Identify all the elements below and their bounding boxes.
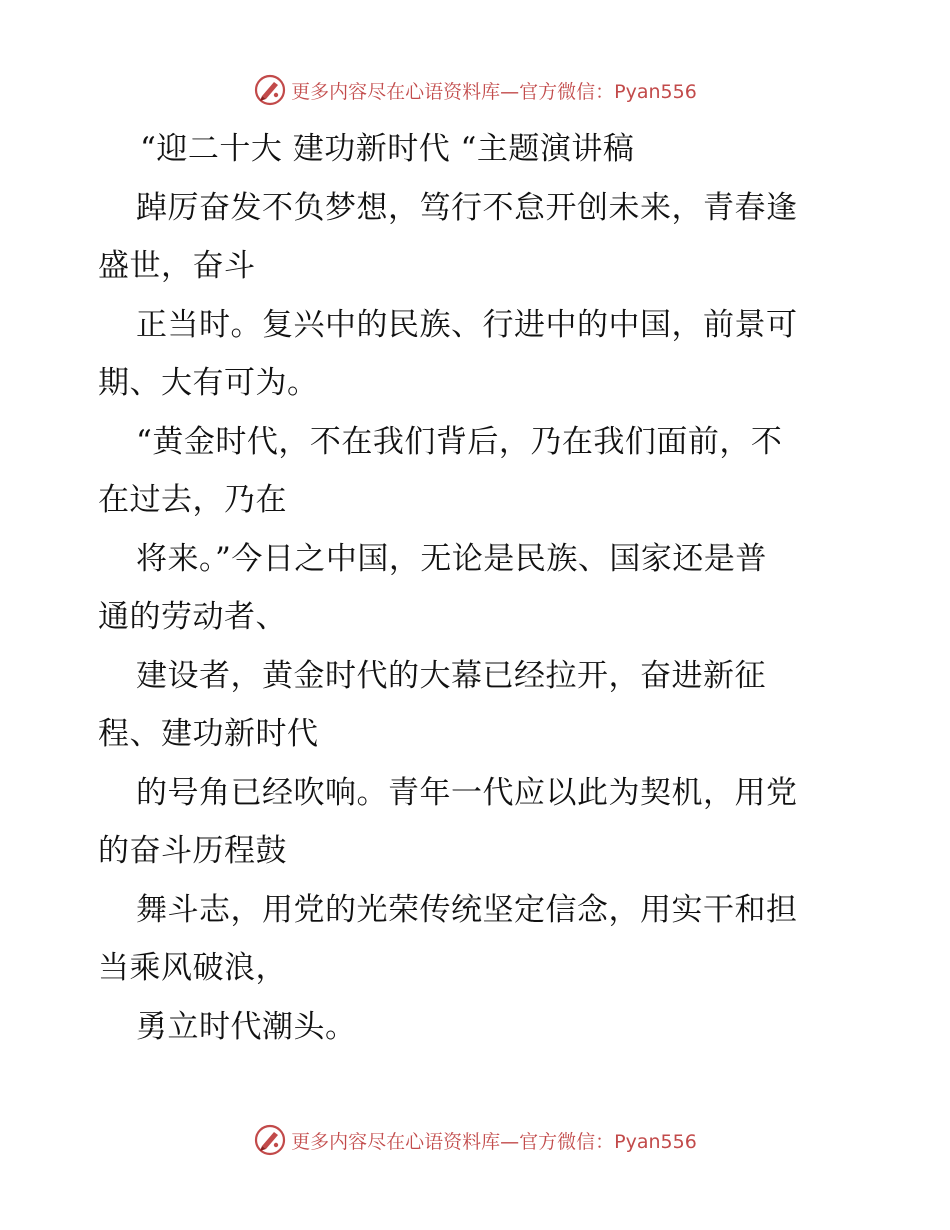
paragraph-line: 的奋斗历程鼓 [98,833,287,869]
paragraph-line: 盛世，奋斗 [98,248,256,284]
footer-banner-text: 更多内容尽在心语资料库—官方微信：Pyan556 [291,1130,697,1153]
header-banner [0,70,950,110]
pen-logo-icon [253,73,287,107]
pen-logo-icon [253,1123,287,1157]
header-banner-text: 更多内容尽在心语资料库—官方微信：Pyan556 [291,80,697,103]
paragraph-line: 建设者，黄金时代的大幕已经拉开，奋进新征 [136,657,766,694]
document-body [98,120,858,1056]
paragraph-line: 踔厉奋发不负梦想，笃行不怠开创未来，青春逢 [136,189,798,226]
paragraph-line: 程、建功新时代 [98,716,319,752]
paragraph-line: 期、大有可为。 [98,365,319,401]
document-title: “迎二十大 建功新时代 “主题演讲稿 [140,131,635,167]
paragraph-line: 当乘风破浪， [98,950,287,986]
paragraph-line: 将来。”今日之中国，无论是民族、国家还是普 [136,540,767,577]
paragraph-line: “黄金时代，不在我们背后，乃在我们面前，不 [136,423,783,460]
paragraph-line: 通的劳动者、 [98,599,287,635]
paragraph-line: 勇立时代潮头。 [136,1008,357,1045]
paragraph-line: 正当时。复兴中的民族、行进中的中国，前景可 [136,306,798,343]
paragraph-line: 舞斗志，用党的光荣传统坚定信念，用实干和担 [136,891,798,928]
paragraph-line: 在过去，乃在 [98,482,287,518]
footer-banner [0,1120,950,1160]
paragraph-line: 的号角已经吹响。青年一代应以此为契机，用党 [136,774,798,811]
